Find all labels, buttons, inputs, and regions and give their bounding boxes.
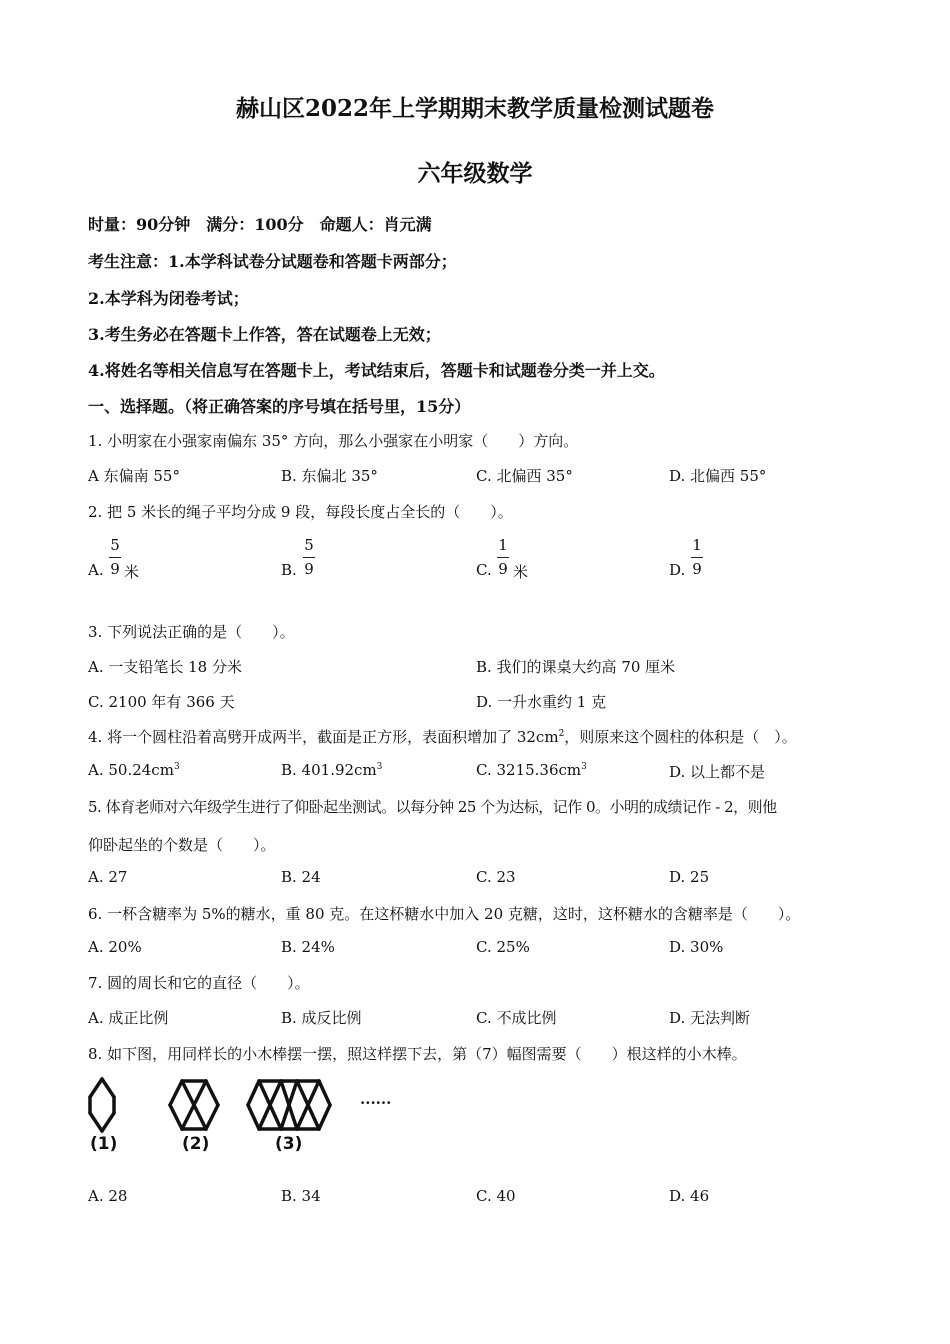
q5-option-d: D. 25: [669, 868, 710, 886]
q4-option-b-exponent: 3: [376, 762, 383, 772]
q2-option-c-prefix: C.: [476, 561, 492, 579]
q8-stem: 8. 如下图，用同样长的小木棒摆一摆，照这样摆下去，第（7）幅图需要（ ）根这样的小木棒。: [88, 1045, 747, 1063]
notice-4: 4.将姓名等相关信息写在答题卡上，考试结束后，答题卡和试题卷分类一并上交。: [88, 361, 665, 380]
q4-stem: [88, 726, 797, 747]
exam-meta: 时量：90分钟 满分：100分 命题人：肖元满: [88, 215, 432, 234]
q2-option-a-unit: 米: [124, 563, 140, 581]
q5-stem-line2: 仰卧起坐的个数是（ ）。: [88, 836, 276, 854]
notice-1: 考生注意：1.本学科试卷分试题卷和答题卡两部分；: [88, 252, 457, 271]
fraction-bar: [691, 557, 703, 558]
q2-stem: 2. 把 5 米长的绳子平均分成 9 段，每段长度占全长的（ ）。: [88, 503, 513, 521]
q4-stem-text: 4. 将一个圆柱沿着高劈开成两半，截面是正方形，表面积增加了 32cm: [88, 728, 559, 746]
q4-option-a-text: A. 50.24cm: [88, 761, 174, 779]
exam-title: 赫山区2022年上学期期末教学质量检测试题卷: [235, 95, 714, 122]
q1-option-b: B. 东偏北 35°: [281, 467, 378, 485]
q6-option-c: C. 25%: [476, 938, 530, 956]
q3-option-c: C. 2100 年有 366 天: [88, 693, 235, 711]
fraction-denominator: 9: [110, 560, 120, 578]
q6-option-b: B. 24%: [281, 938, 335, 956]
q4-option-c: [476, 761, 587, 779]
matchstick-figure-3: [245, 1075, 335, 1155]
fraction-numerator: 1: [692, 536, 702, 554]
q4-option-b-text: B. 401.92cm: [281, 761, 377, 779]
q2-option-c-unit: 米: [513, 563, 529, 581]
q4-option-c-exponent: 3: [581, 762, 587, 772]
notice-3: 3.考生务必在答题卡上作答，答在试题卷上无效；: [88, 325, 441, 344]
fraction-denominator: 9: [304, 560, 314, 578]
exam-subtitle: 六年级数学: [417, 160, 533, 187]
q5-option-c: C. 23: [476, 868, 516, 886]
q5-stem-line1: 5. 体育老师对六年级学生进行了仰卧起坐测试。以每分钟 25 个为达标，记作 0。小明的成绩记作 - 2，则他: [88, 798, 777, 816]
q3-option-a: A. 一支铅笔长 18 分米: [88, 658, 242, 676]
q3-option-d: D. 一升水重约 1 克: [476, 693, 607, 711]
q4-option-d: D. 以上都不是: [669, 763, 766, 781]
fraction-numerator: 5: [304, 536, 314, 554]
figure-1-label: (1): [90, 1134, 118, 1154]
q4-option-a: [88, 761, 180, 779]
q8-option-d: D. 46: [669, 1187, 710, 1205]
q8-option-b: B. 34: [281, 1187, 321, 1205]
fraction-denominator: 9: [498, 560, 508, 578]
q1-option-a: A 东偏南 55°: [88, 467, 180, 485]
q6-option-d: D. 30%: [669, 938, 724, 956]
figure-ellipsis: ......: [360, 1090, 392, 1108]
q1-stem: 1. 小明家在小强家南偏东 35° 方向，那么小强家在小明家（ ）方向。: [88, 432, 579, 450]
q7-stem: 7. 圆的周长和它的直径（ ）。: [88, 974, 310, 992]
notice-2: 2.本学科为闭卷考试；: [88, 289, 249, 308]
q4-stem-exponent: 2: [558, 729, 565, 739]
q3-option-b: B. 我们的课桌大约高 70 厘米: [476, 658, 676, 676]
q5-option-a: A. 27: [88, 868, 128, 886]
figure-2-label: (2): [182, 1134, 210, 1154]
fraction-bar: [497, 557, 509, 558]
q2-option-a-prefix: A.: [88, 561, 104, 579]
matchstick-figure-2: [166, 1075, 228, 1155]
q4-stem-text-end: ，则原来这个圆柱的体积是（ ）。: [564, 728, 797, 746]
q4-option-a-exponent: 3: [173, 762, 180, 772]
figure-3-label: (3): [275, 1134, 303, 1154]
q4-option-c-text: C. 3215.36cm: [476, 761, 582, 779]
q1-option-c: C. 北偏西 35°: [476, 467, 573, 485]
fraction-denominator: 9: [692, 560, 702, 578]
q4-option-b: [281, 761, 382, 779]
q6-stem: 6. 一杯含糖率为 5%的糖水，重 80 克。在这杯糖水中加入 20 克糖，这时，这杯糖水的含糖率是（ ）。: [88, 905, 801, 923]
fraction-numerator: 1: [498, 536, 508, 554]
q2-option-b-prefix: B.: [281, 561, 297, 579]
q5-option-b: B. 24: [281, 868, 321, 886]
fraction-bar: [303, 557, 315, 558]
q8-option-a: A. 28: [88, 1187, 128, 1205]
q6-option-a: A. 20%: [88, 938, 142, 956]
matchstick-figure-1: [86, 1075, 122, 1155]
q1-option-d: D. 北偏西 55°: [669, 467, 767, 485]
q7-option-c: C. 不成比例: [476, 1009, 557, 1027]
q2-option-d-prefix: D.: [669, 561, 686, 579]
q7-option-b: B. 成反比例: [281, 1009, 362, 1027]
fraction-bar: [109, 557, 121, 558]
q7-option-a: A. 成正比例: [88, 1009, 169, 1027]
q7-option-d: D. 无法判断: [669, 1009, 751, 1027]
fraction-numerator: 5: [110, 536, 120, 554]
section-heading: 一、选择题。（将正确答案的序号填在括号里，15分）: [88, 397, 471, 416]
q3-stem: 3. 下列说法正确的是（ ）。: [88, 623, 295, 641]
q8-option-c: C. 40: [476, 1187, 516, 1205]
